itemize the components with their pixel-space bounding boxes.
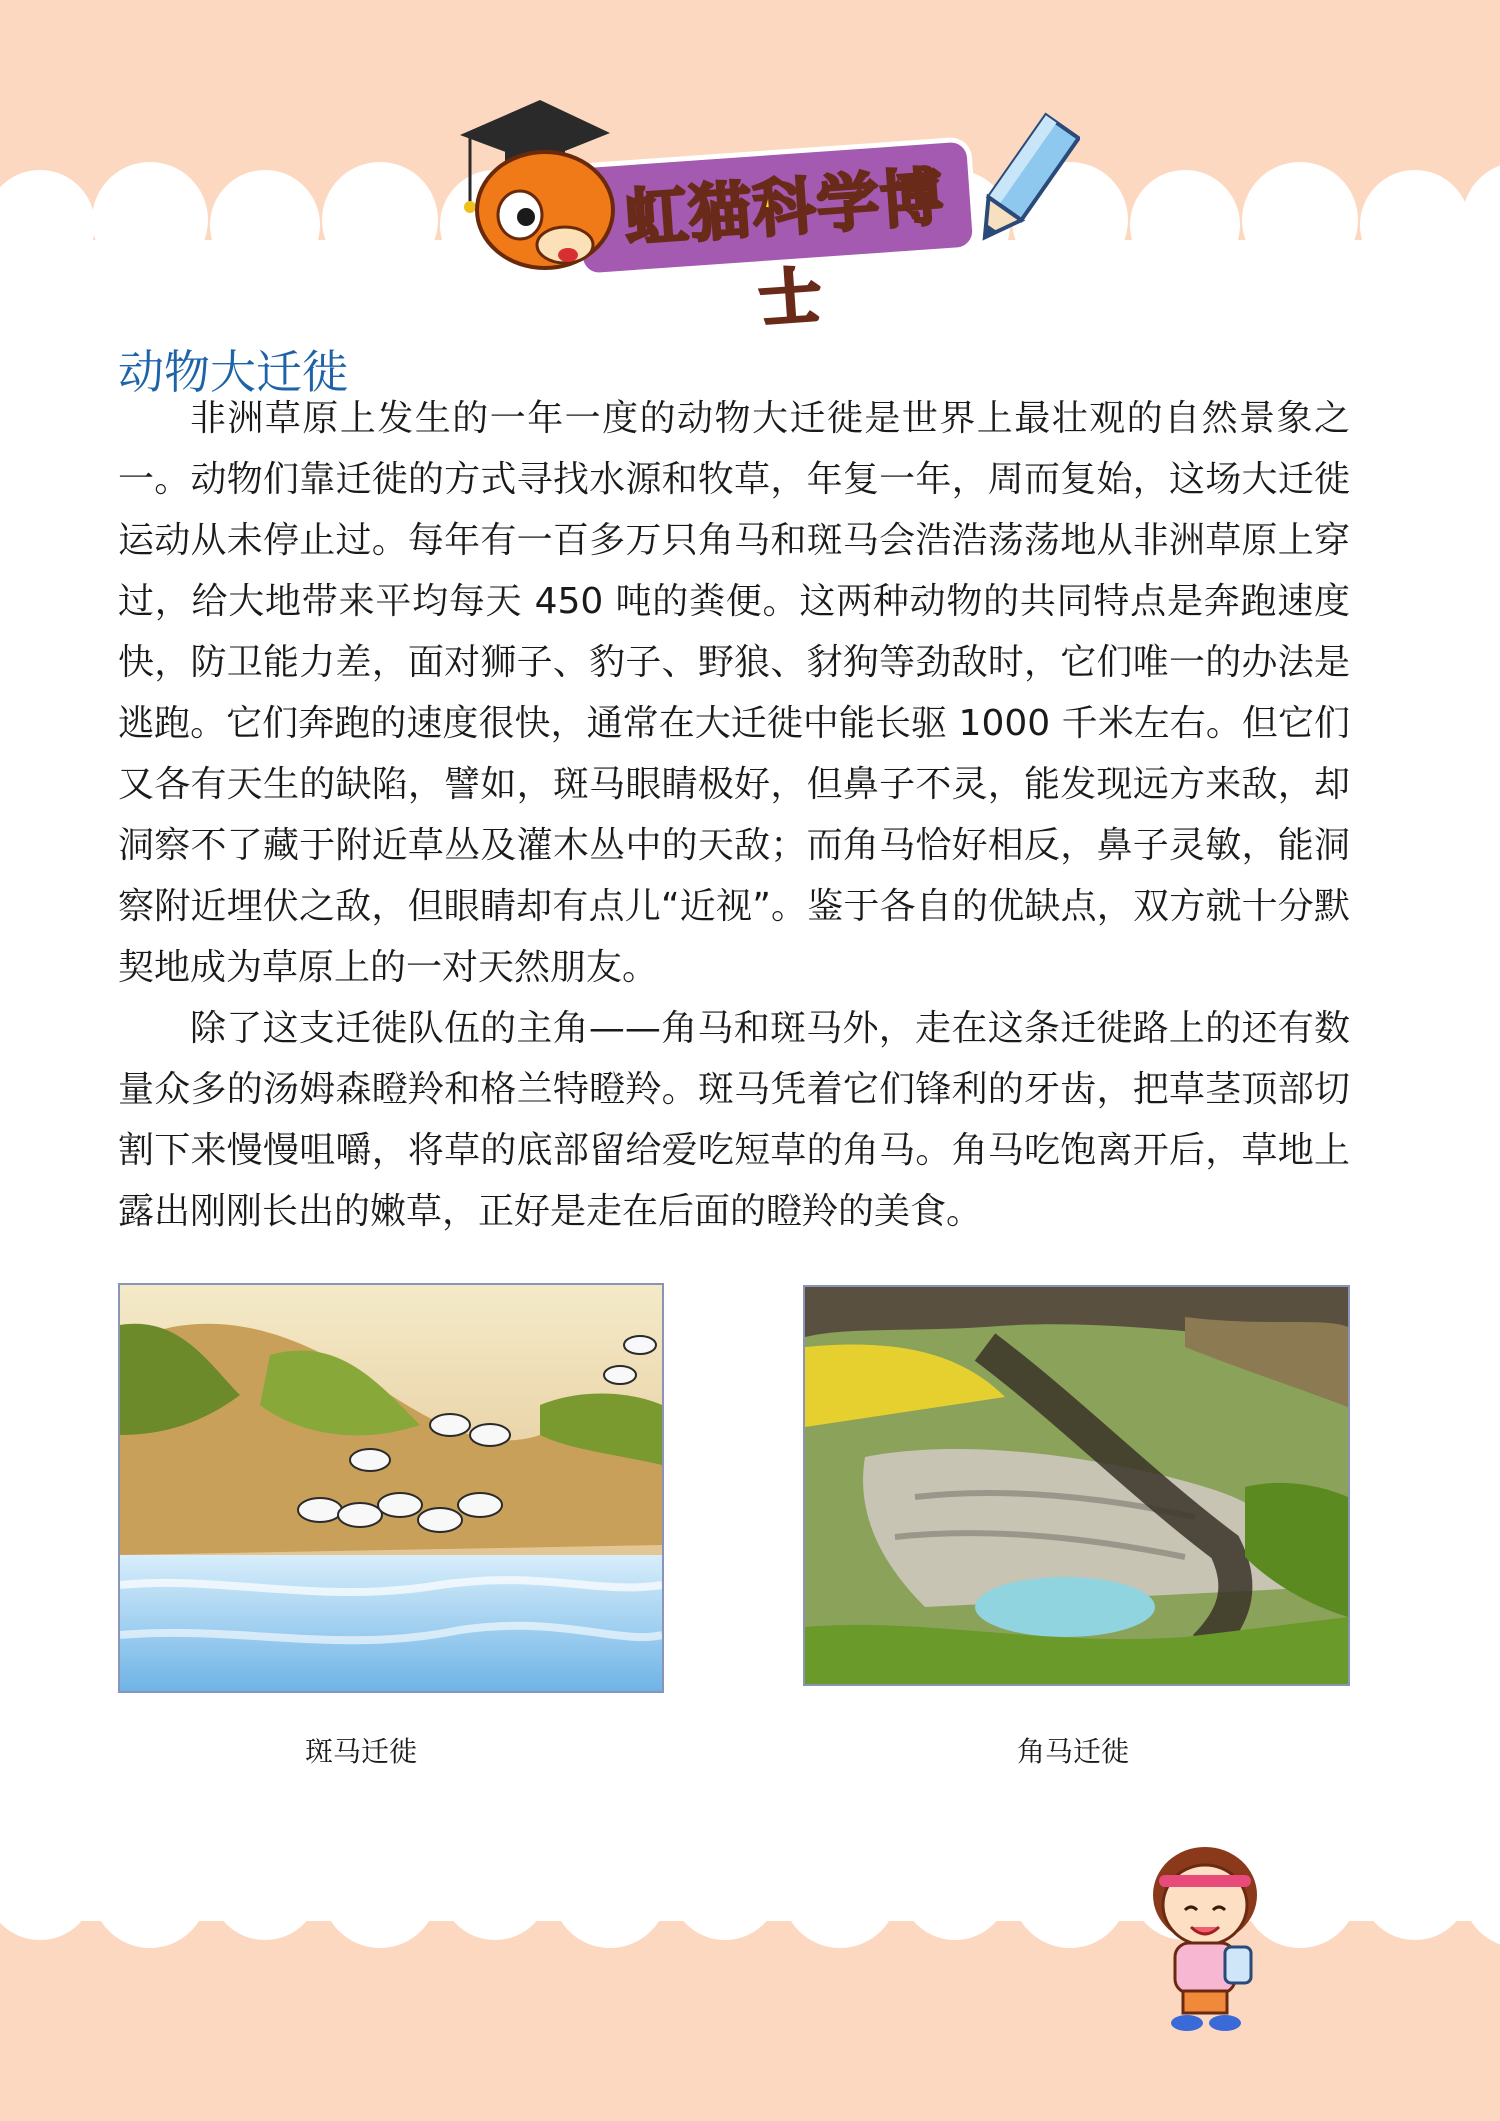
article-body [118,388,1350,1242]
zebra-scene-image [120,1285,662,1691]
header-logo [450,95,1090,336]
paragraph: 除了这支迁徙队伍的主角——角马和斑马外，走在这条迁徙路上的还有数量众多的汤姆森瞪羚和格兰特瞪羚。斑马凭着它们锋利的牙齿，把草茎顶部切割下来慢慢咀嚼，将草的底部留给爱吃短草的角马。角马吃饱离开后，草地上露出刚刚长出的嫩草，正好是走在后面的瞪羚的美食。 [118,1008,1350,1232]
logo-title: 虹猫科学博士 [622,159,948,336]
article-title: 动物大迁徙 [118,344,348,399]
figure-caption: 角马迁徙 [1017,1735,1130,1768]
wildebeest-scene-image [805,1287,1348,1684]
pencil-icon [970,105,1080,255]
zebra-migration-photo [118,1283,664,1693]
paragraph: 非洲草原上发生的一年一度的动物大迁徙是世界上最壮观的自然景象之一。动物们靠迁徙的方式寻找水源和牧草，年复一年，周而复始，这场大迁徙运动从未停止过。每年有一百多万只角马和斑马会浩浩荡荡地从非洲草原上穿过，给大地带来平均每天 450 吨的粪便。这两种动物的共同特点是奔跑速度快，防卫能力差，面对狮子、豹子、野狼、豺狗等劲敌时，它们唯一的办法是逃跑。它们奔跑的速度很快，通常在大迁徙中能长驱 1000 千米左右。但它们又各有天生的缺陷，譬如，斑马眼睛极好，但鼻子不灵，能发现远方来敌，却洞察不了藏于附近草丛及灌木丛中的天敌；而角马恰好相反，鼻子灵敏，能洞察附近埋伏之敌，但眼睛却有点儿“近视”。鉴于各自的优缺点，双方就十分默契地成为草原上的一对天然朋友。 [118,398,1350,988]
girl-mascot-icon [1125,1835,1285,2035]
figure-caption: 斑马迁徙 [305,1735,418,1768]
cat-mascot-icon [450,95,620,275]
wildebeest-migration-photo [803,1285,1350,1686]
